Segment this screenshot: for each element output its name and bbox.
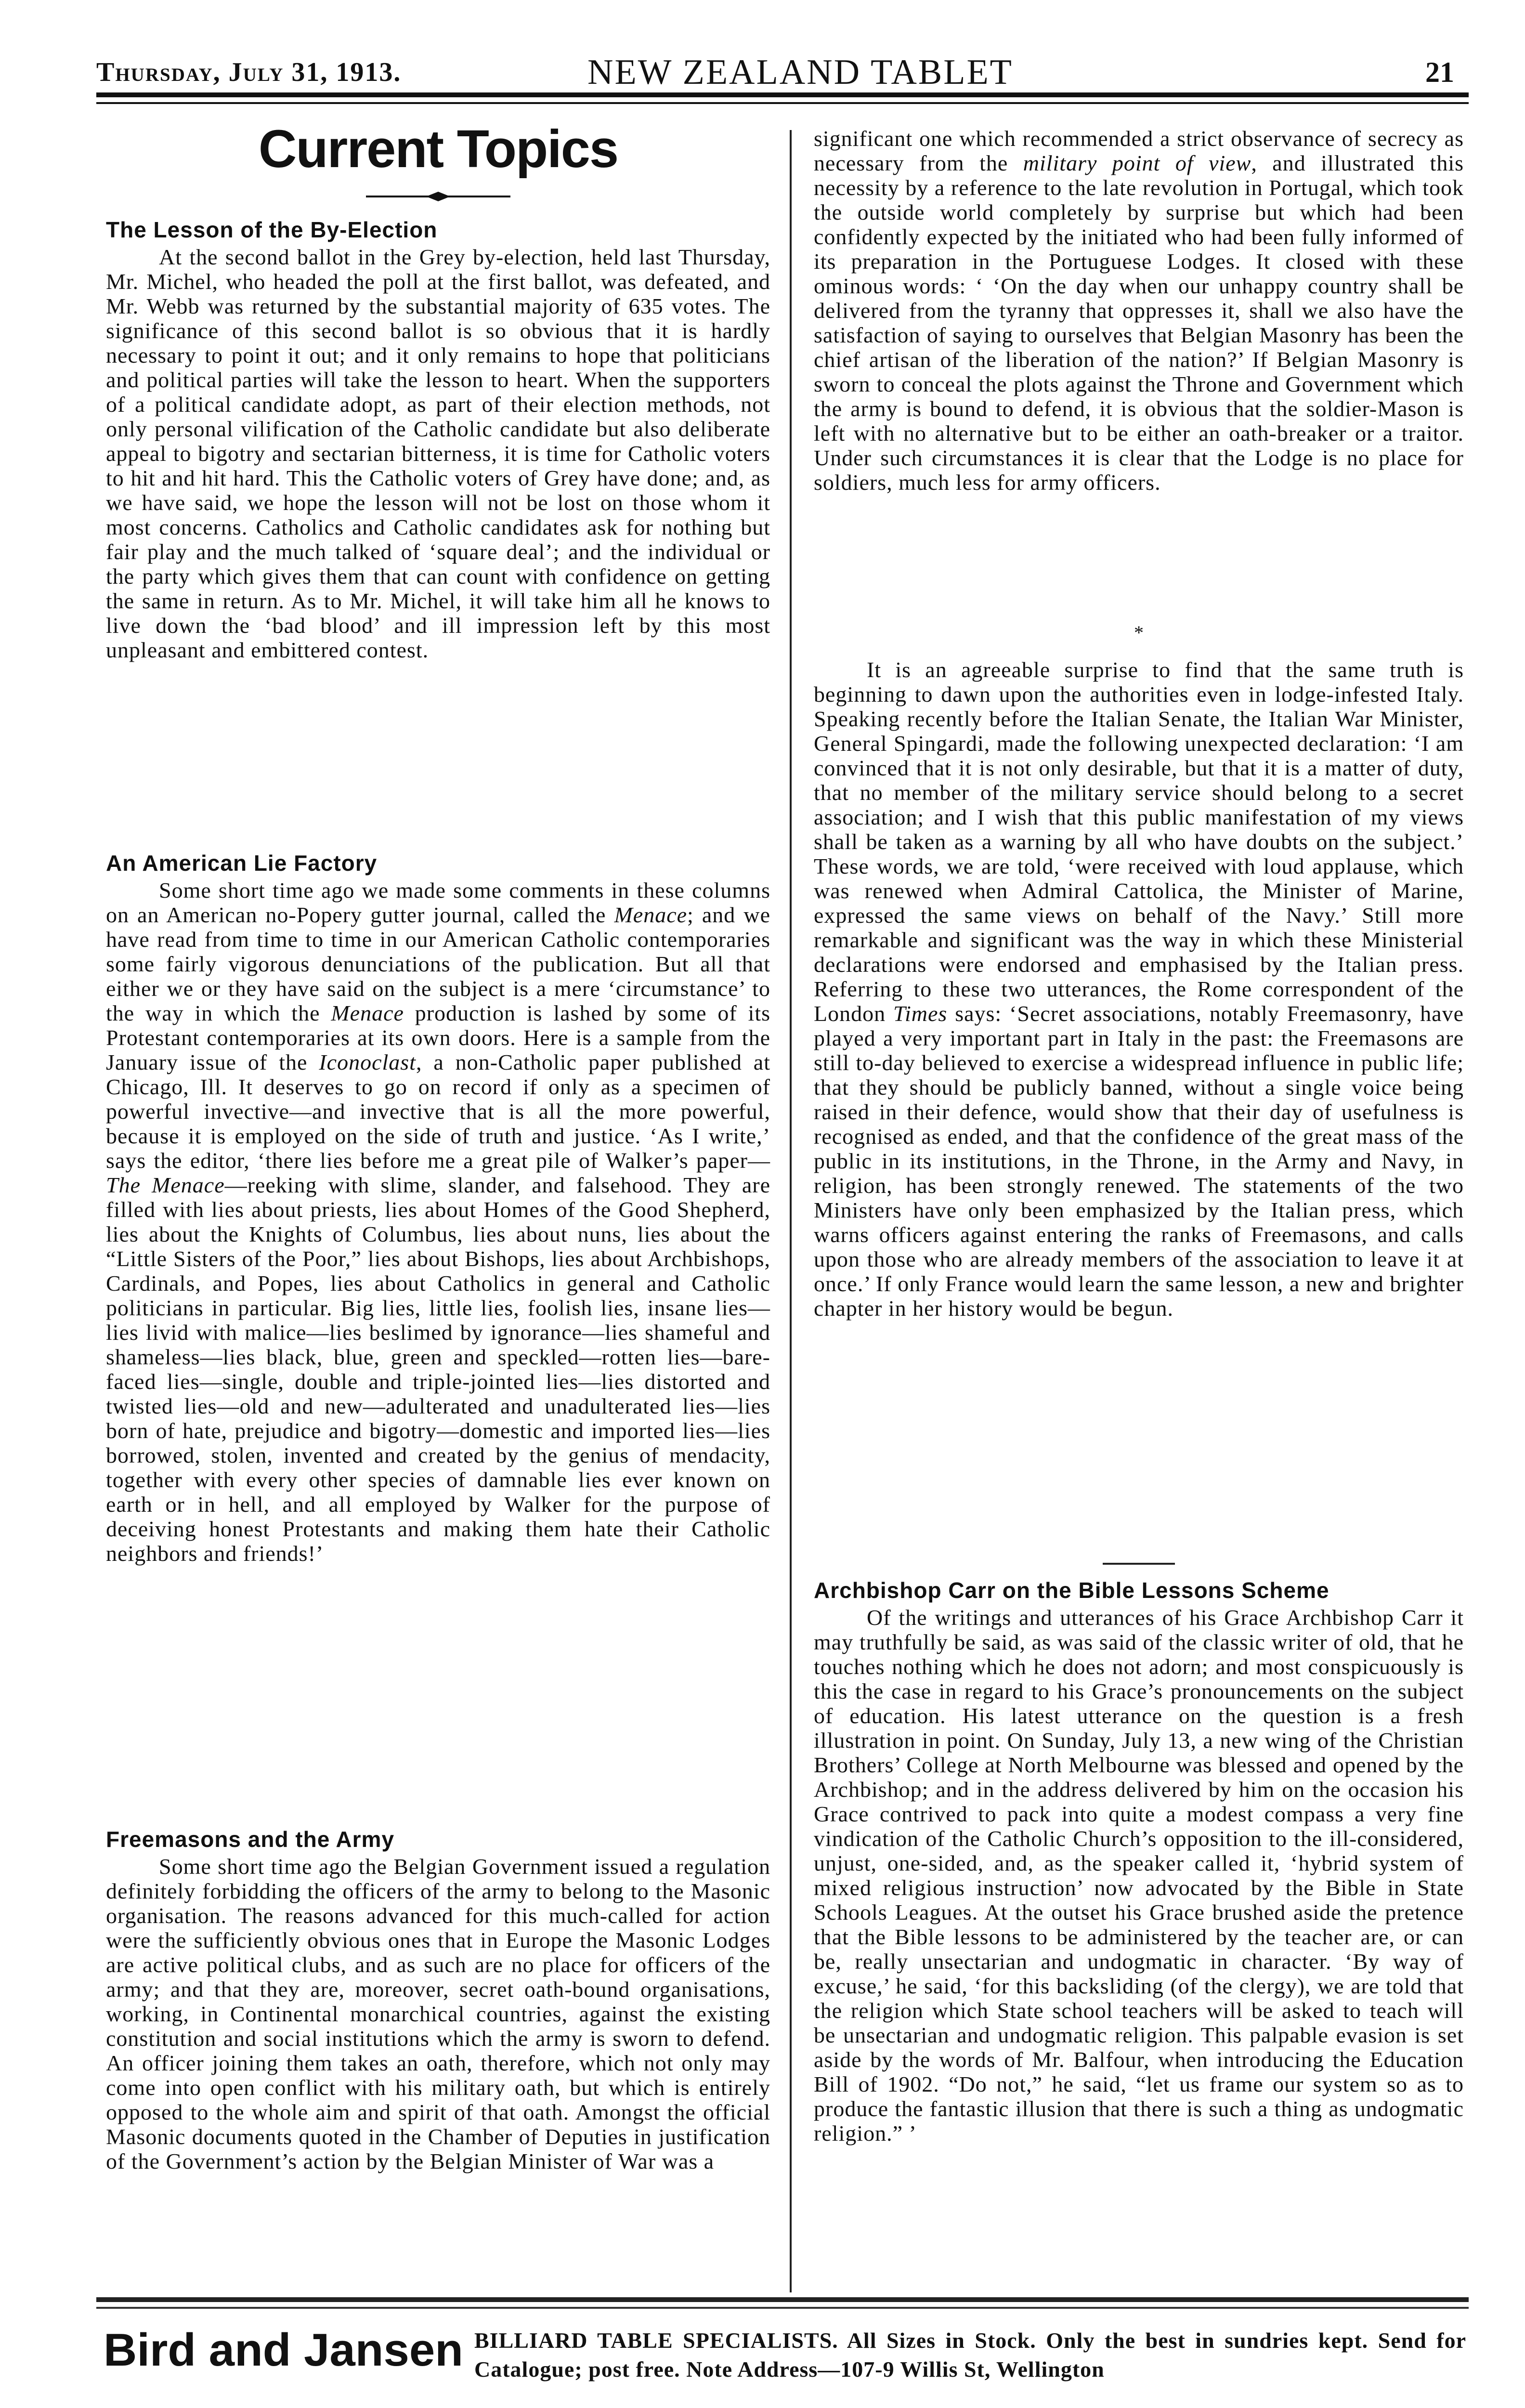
article-italy-freemasonry bbox=[814, 657, 1464, 1321]
ornament-divider bbox=[366, 192, 510, 201]
section-title: Current Topics bbox=[258, 119, 618, 179]
body-text: At the second ballot in the Grey by-election, held last Thursday, Mr. Michel, who headed the poll at the first ballot, was defeated, and Mr. Webb was returned by the substantial majority of 635 votes. The significance of this second ballot is so obvious that it is hardly necessary to point it out; and it only remains to hope that politicians and political parties will take the lesson to heart. When the supporters of a political candidate adopt, as part of their election methods, not only personal vilification of the Catholic candidate but also deliberate appeal to bigotry and sectarian bitterness, it is time for Catholic voters to hit and hit hard. This the Catholic voters of Grey have done; and, as we have said, we hope the lesson will not be lost on those whom it most concerns. Catholics and Catholic candidates ask for nothing but fair play and the much talked of ‘square deal’; and the individual or the party which gives them that can count with confidence on getting the same in return. As to Mr. Michel, it will take him all he knows to live down the ‘bad blood’ and ill impression left by this most unpleasant and embittered contest. bbox=[106, 245, 770, 662]
body-text: production is lashed by some of its Protestant contemporaries at its own doors. Here is a sample from the January issue of the bbox=[106, 1001, 771, 1074]
italic-text: military point of view bbox=[1023, 151, 1251, 175]
newspaper-title: NEW ZEALAND TABLET bbox=[587, 52, 1013, 92]
article-heading: Archbishop Carr on the Bible Lessons Scheme bbox=[814, 1578, 1329, 1603]
advertisement-text: BILLIARD TABLE SPECIALISTS. All Sizes in Stock. Only the best in sundries kept. Send for Catalogue; post free. Note Address—107-9 Willis St, Wellington bbox=[474, 2328, 1466, 2382]
body-text: Some short time ago we made some comments in these columns on an American no-Popery gutter journal, called the bbox=[106, 878, 770, 927]
article-paragraph bbox=[814, 1605, 1464, 2146]
article-freemasons-army-continued bbox=[814, 126, 1464, 495]
article-freemasons-army bbox=[106, 1826, 770, 2173]
footer-rule-thin bbox=[96, 2307, 1469, 2309]
column-divider bbox=[790, 130, 792, 2292]
article-heading: The Lesson of the By-Election bbox=[106, 217, 438, 242]
section-rule bbox=[1103, 1563, 1175, 1565]
page-number: 21 bbox=[1425, 56, 1454, 88]
article-heading: Freemasons and the Army bbox=[106, 1827, 395, 1852]
body-text: says: ‘Secret associations, notably Freemasonry, have played a very important part in Italy in the past: the Freemasons are still to-day believed to exercise a widespread influence in public life; that they should be publicly banned, without a single voice being raised in their defence, would show that their day of usefulness is recognised as ended, and that the confidence of the great mass of the public in its institutions, in the Throne, in the Army and Navy, in religion, has been strongly renewed. The statements of the two Ministers have only been emphasized by the Italian press, which warns officers against entering the ranks of Freemasons, and calls upon those who are already members of the association to leave it at once.’ If only France would learn the same lesson, a new and brighter chapter in her history would be begun. bbox=[814, 1001, 1464, 1321]
italic-text: Iconoclast bbox=[319, 1050, 416, 1074]
italic-text: Menace bbox=[331, 1001, 404, 1025]
body-text: It is an agreeable surprise to find that the same truth is beginning to dawn upon the authorities even in lodge-infested Italy. Speaking recently before the Italian Senate, the Italian War Minister, General Spingardi, made the following unexpected declaration: ‘I am convinced that it is not only desirable, but that it is a matter of duty, that no member of the military service should belong to a secret association; and I wish that this public manifestation of my views shall be taken as a warning by all who have doubts on the subject.’ These words, we are told, ‘were received with loud applause, which was renewed when Admiral Cattolica, the Minister of Marine, expressed the same views on behalf of the Navy.’ Still more remarkable and significant was the way in which these Ministerial declarations were endorsed and emphasised by the Italian press. Referring to these two utterances, the Rome correspondent of the London bbox=[814, 657, 1464, 1026]
body-text: —reeking with slime, slander, and falsehood. They are filled with lies about priests, lies about Homes of the Good Shepherd, lies about the Knights of Columbus, lies about nuns, lies about the “Little Sisters of the Poor,” lies about Bishops, lies about Archbishops, Cardinals, and Popes, lies about Catholics in general and Catholic politicians in particular. Big lies, little lies, foolish lies, insane lies—lies livid with malice—lies beslimed by ignorance—lies shameful and shameless—lies black, blue, green and speckled—rotten lies—bare-faced lies—single, double and triple-jointed lies—lies distorted and twisted lies—old and new—adulterated and unadulterated lies—lies born of hate, prejudice and bigotry—domestic and imported lies—lies borrowed, stolen, invented and created by the genius of mendacity, together with every other species of damnable lies ever known on earth or in hell, and all employed by Walker for the purpose of deceiving honest Protestants and making them hate their Catholic neighbors and friends!’ bbox=[106, 1173, 771, 1566]
italic-text: Menace bbox=[614, 903, 688, 927]
header-rule-thin bbox=[96, 102, 1469, 104]
article-archbishop-carr bbox=[814, 1577, 1464, 2146]
article-american-lie-factory bbox=[106, 850, 770, 1566]
article-paragraph bbox=[814, 657, 1464, 1321]
header-rule bbox=[96, 92, 1469, 97]
issue-date: Thursday, July 31, 1913. bbox=[96, 57, 402, 87]
advertiser-name: Bird and Jansen bbox=[104, 2324, 463, 2376]
article-lesson-by-election bbox=[106, 217, 770, 662]
body-text: significant one which recommended a strict observance of secrecy as necessary from the bbox=[814, 126, 1464, 175]
italic-text: Times bbox=[893, 1001, 948, 1026]
italic-text: The Menace bbox=[106, 1173, 225, 1197]
article-paragraph bbox=[106, 245, 770, 662]
body-text: , a non-Catholic paper published at Chicago, Ill. It deserves to go on record if only as a specimen of powerful invective—and invective that is all the more powerful, because it is employed on the side of truth and justice. ‘As I write,’ says the editor, ‘there lies before me a great pile of Walker’s paper— bbox=[106, 1050, 770, 1173]
body-text: , and illustrated this necessity by a reference to the late revolution in Portugal, which took the outside world completely by surprise but which had been confidently expected by the initiated who had been fully informed of its preparation in the Portuguese Lodges. It closed with these ominous words: ‘ ‘On the day when our unhappy country shall be delivered from the tyranny that oppresses it, shall we also have the satisfaction of saying to ourselves that Belgian Masonry has been the chief artisan of the liberation of the nation?’ If Belgian Masonry is sworn to conceal the plots against the Throne and Government which the army is bound to defend, it is obvious that the soldier-Mason is left with no alternative but to be either an oath-breaker or a traitor. Under such circumstances it is clear that the Lodge is no place for soldiers, much less for army officers. bbox=[814, 151, 1464, 495]
article-paragraph bbox=[814, 126, 1464, 495]
body-text: ; and we have read from time to time in our American Catholic contemporaries some fairly vigorous denunciations of the publication. But all that either we or they have said on the subject is a mere ‘circumstance’ to the way in which the bbox=[106, 903, 771, 1025]
article-paragraph bbox=[106, 1854, 770, 2173]
article-heading: An American Lie Factory bbox=[106, 851, 378, 876]
section-break-star: * bbox=[1134, 622, 1144, 643]
body-text: Some short time ago the Belgian Government issued a regulation definitely forbidding the officers of the army to belong to the Masonic organisation. The reasons advanced for this much-called for action were the sufficiently obvious ones that in Europe the Masonic Lodges are active political clubs, and as such are no place for officers of the army; and that they are, moreover, secret oath-bound organisations, working, in Continental monarchical countries, against the existing constitution and social institutions which the army is sworn to defend. An officer joining them takes an oath, therefore, which not only may come into open conflict with his military oath, but which is entirely opposed to the whole aim and spirit of that oath. Amongst the official Masonic documents quoted in the Chamber of Deputies in justification of the Government’s action by the Belgian Minister of War was a bbox=[106, 1854, 770, 2173]
body-text: Of the writings and utterances of his Grace Archbishop Carr it may truthfully be said, as was said of the classic writer of old, that he touches nothing which he does not adorn; and most conspicuously is this the case in regard to his Grace’s pronouncements on the subject of education. His latest utterance on the question is a fresh illustration in point. On Sunday, July 13, a new wing of the Christian Brothers’ College at North Melbourne was blessed and opened by the Archbishop; and in the address delivered by him on the occasion his Grace contrived to pack into quite a modest compass a very fine vindication of the Catholic Church’s opposition to the ill-considered, unjust, one-sided, and, as the speaker called it, ‘hybrid system of mixed religious instruction’ now advocated by the Bible in State Schools Leagues. At the outset his Grace brushed aside the pretence that the Bible lessons to be administered by the teacher are, or can be, really unsectarian and undogmatic in character. ‘By way of excuse,’ he said, ‘for this backsliding (of the clergy), we are told that the religion which State school teachers will be asked to teach will be unsectarian and undogmatic religion. This palpable evasion is set aside by the words of Mr. Balfour, when introducing the Education Bill of 1902. “Do not,” he said, “let us frame our system so as to produce the fantastic illusion that there is such a thing as undogmatic religion.” ’ bbox=[814, 1605, 1464, 2146]
article-paragraph bbox=[106, 878, 770, 1566]
footer-rule bbox=[96, 2297, 1469, 2302]
